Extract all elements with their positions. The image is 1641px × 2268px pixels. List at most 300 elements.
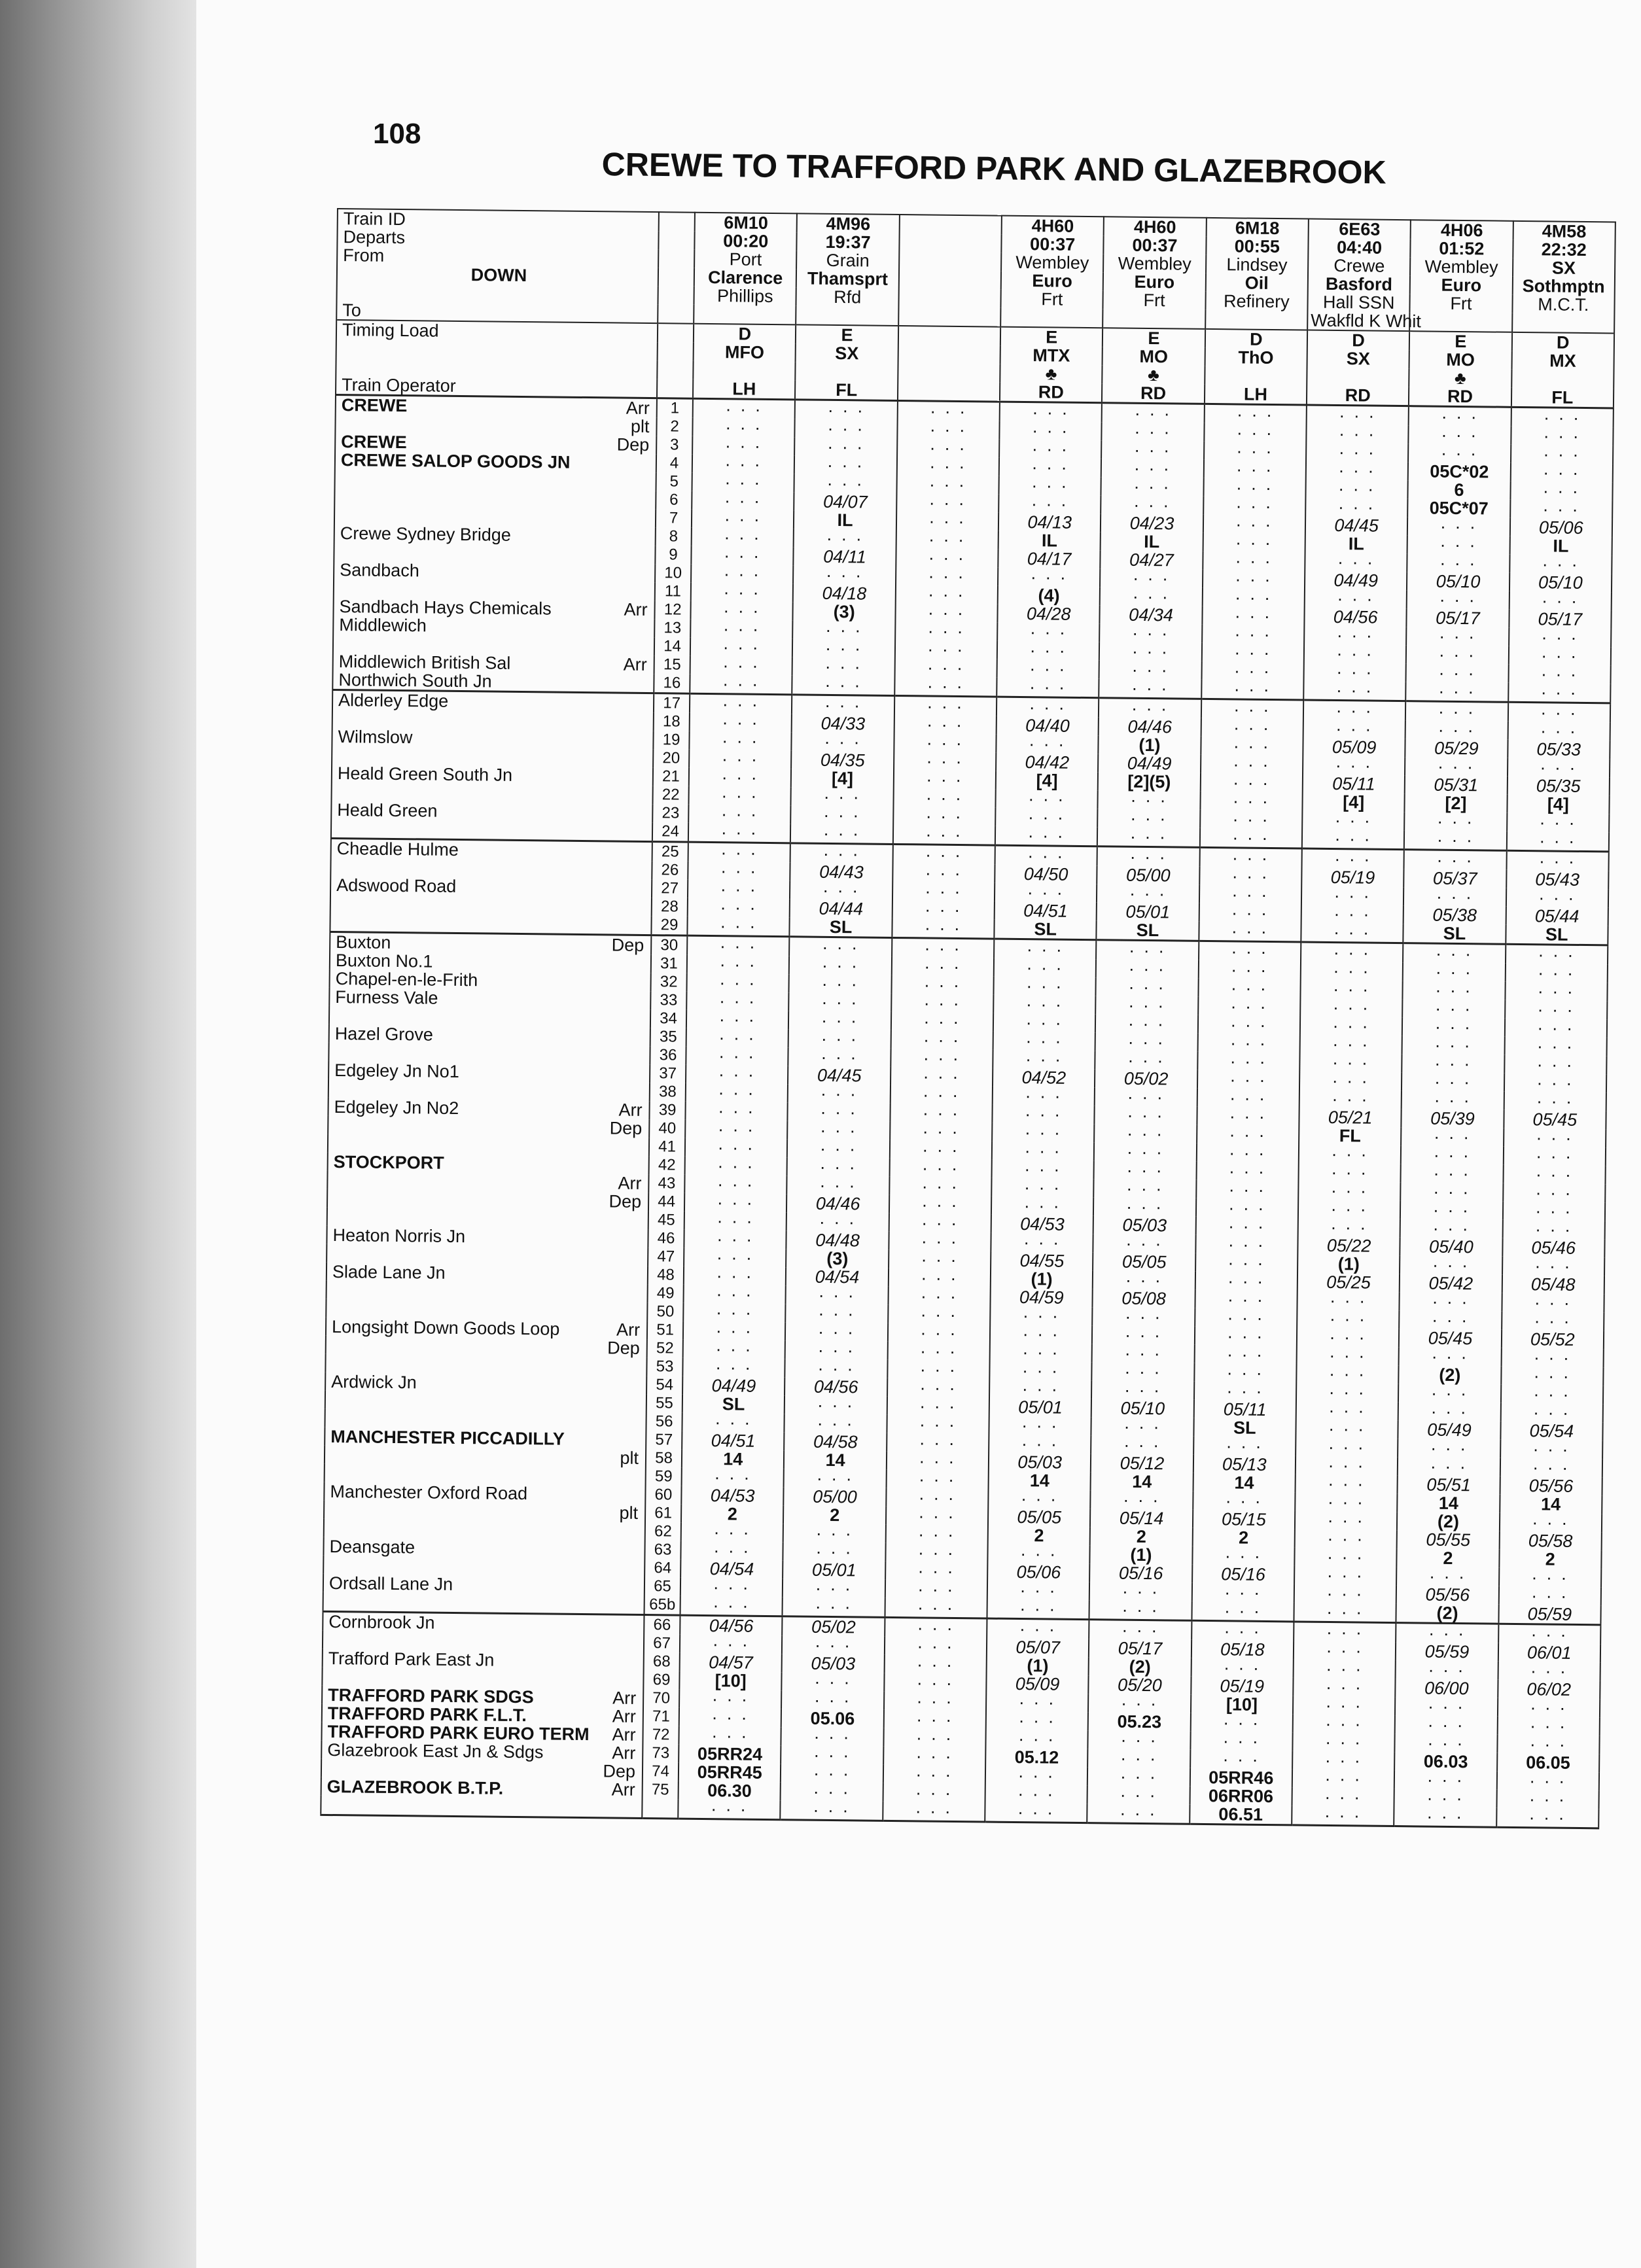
time-cell [1509, 610, 1612, 629]
time-cell [1304, 644, 1407, 664]
blank-dots: · · · [1120, 1803, 1157, 1824]
blank-dots: · · · [926, 676, 964, 697]
blank-dots: · · · [1339, 406, 1377, 426]
time-cell [1504, 1128, 1606, 1148]
blank-dots: · · · [1018, 1729, 1056, 1749]
time-cell [1408, 480, 1511, 500]
time-value: SL [722, 1394, 745, 1414]
blank-dots: · · · [1229, 1143, 1267, 1163]
train-4-train-operator [1000, 383, 1103, 403]
time-value: 05/48 [1530, 1274, 1576, 1295]
time-value: 05/31 [1434, 775, 1479, 795]
time-cell [1198, 960, 1301, 980]
row-number: 34 [660, 1009, 678, 1028]
time-cell [781, 1764, 883, 1783]
train-6-train-operator [1205, 385, 1307, 405]
blank-dots: · · · [824, 638, 863, 659]
time-cell [1406, 663, 1509, 683]
time-cell [1403, 981, 1506, 1000]
time-cell [1303, 700, 1406, 720]
blank-dots: · · · [1231, 866, 1269, 886]
blank-dots: · · · [711, 1707, 749, 1728]
blank-dots: · · · [1126, 1160, 1164, 1181]
blank-dots: · · · [1228, 1161, 1267, 1181]
time-value: 04/59 [1019, 1287, 1064, 1308]
time-cell [896, 567, 998, 586]
train-symbol-text: ♣ [1454, 368, 1466, 389]
blank-dots: · · · [1120, 1785, 1157, 1806]
time-cell [1099, 678, 1202, 699]
time-value: 05/10 [1538, 572, 1583, 593]
blank-dots: · · · [1222, 1713, 1261, 1733]
blank-dots: · · · [1538, 963, 1576, 983]
page-number: 108 [373, 118, 421, 150]
blank-dots: · · · [918, 1469, 957, 1490]
train-direction-text: Euro [1441, 275, 1482, 296]
blank-dots: · · · [1224, 1621, 1262, 1641]
time-cell [794, 437, 897, 457]
time-cell [1502, 1257, 1605, 1276]
time-cell [1199, 847, 1302, 867]
time-cell [680, 1578, 783, 1597]
time-value: IL [1348, 534, 1365, 554]
row-number: 67 [653, 1634, 671, 1652]
blank-dots: · · · [1125, 1270, 1163, 1291]
train-from-text: Crewe [1333, 255, 1385, 276]
time-value: (1) [1130, 1544, 1152, 1565]
time-cell [885, 1637, 987, 1656]
train-direction-text: Euro [1032, 271, 1073, 291]
time-cell [992, 1123, 1095, 1143]
time-cell [1095, 1106, 1197, 1125]
time-cell [1095, 1032, 1198, 1052]
time-value: 05/08 [1121, 1288, 1167, 1309]
location-name: CREWE [341, 432, 407, 453]
blank-dots: · · · [1224, 1601, 1262, 1621]
blank-dots: · · · [815, 1541, 853, 1562]
time-cell [1193, 1473, 1296, 1493]
blank-dots: · · · [928, 511, 966, 532]
row-number-cell [653, 749, 689, 768]
time-cell [1304, 608, 1407, 627]
time-cell [896, 493, 999, 513]
row-number: 30 [660, 936, 679, 954]
blank-dots: · · · [819, 1138, 858, 1159]
row-number: 40 [658, 1119, 677, 1138]
blank-dots: · · · [918, 1488, 956, 1509]
time-cell [679, 1708, 782, 1728]
train-departs-text: 19:37 [825, 232, 871, 253]
row-number: 26 [661, 861, 679, 879]
train-2-train-id [797, 213, 900, 234]
blank-dots: · · · [715, 1302, 754, 1323]
time-value: 05/59 [1527, 1604, 1572, 1624]
time-cell [1500, 1495, 1602, 1514]
time-value: 14 [723, 1449, 743, 1469]
time-cell [892, 937, 995, 958]
blank-dots: · · · [1537, 981, 1576, 1002]
train-9-departs [1513, 240, 1615, 260]
time-cell [788, 1066, 891, 1085]
blank-dots: · · · [1438, 644, 1477, 665]
time-cell [685, 1157, 788, 1176]
train-2-days [796, 343, 898, 363]
blank-dots: · · · [1022, 1342, 1060, 1363]
row-number-cell [652, 804, 688, 823]
time-cell [998, 586, 1101, 606]
time-cell [1098, 790, 1201, 810]
time-cell [793, 565, 896, 585]
time-value: 14 [1029, 1471, 1050, 1491]
time-cell [1294, 1602, 1396, 1622]
time-cell [680, 1560, 783, 1579]
time-cell [1501, 1367, 1604, 1386]
time-value: 04/28 [1026, 604, 1071, 624]
blank-dots: · · · [1326, 1546, 1365, 1567]
blank-dots: · · · [711, 1799, 749, 1819]
row-number-cell [643, 1707, 679, 1726]
blank-dots: · · · [1121, 1599, 1159, 1620]
blank-dots: · · · [1222, 1749, 1260, 1770]
time-value: FL [1339, 1126, 1362, 1146]
book-spine-shadow [0, 0, 216, 2268]
blank-dots: · · · [1432, 1291, 1470, 1312]
row-number: 72 [652, 1726, 670, 1744]
time-cell [790, 862, 893, 882]
row-number-cell [649, 1156, 685, 1175]
time-cell [994, 977, 1097, 996]
blank-dots: · · · [715, 1412, 752, 1433]
blank-dots: · · · [816, 1468, 854, 1489]
time-cell [1405, 720, 1508, 740]
row-number: 8 [669, 527, 679, 546]
blank-dots: · · · [1132, 586, 1171, 607]
time-value: 05/35 [1536, 776, 1581, 796]
row-number: 31 [660, 954, 678, 973]
blank-dots: · · · [818, 1303, 856, 1324]
time-value: 05.23 [1117, 1711, 1162, 1732]
time-cell [1402, 1036, 1505, 1055]
blank-dots: · · · [819, 1175, 857, 1196]
blank-dots: · · · [919, 1378, 957, 1399]
time-cell [683, 1303, 786, 1323]
row-number-cell [654, 693, 690, 713]
blank-dots: · · · [1542, 554, 1579, 574]
blank-dots: · · · [1235, 514, 1273, 535]
blank-dots: · · · [1230, 1015, 1268, 1035]
blank-dots: · · · [1020, 1544, 1058, 1564]
time-value: 05/05 [1017, 1507, 1062, 1527]
time-cell [1402, 1054, 1505, 1073]
blank-dots: · · · [817, 1395, 855, 1416]
train-days-text: SX [835, 343, 859, 364]
train-days-text: SX [1346, 349, 1370, 369]
location-cell [321, 1741, 643, 1762]
time-cell [1196, 1143, 1299, 1163]
time-value: 05/01 [811, 1560, 856, 1580]
blank-dots: · · · [1224, 1582, 1262, 1603]
time-cell [795, 400, 898, 420]
blank-dots: · · · [1439, 534, 1477, 555]
row-number-cell [645, 1486, 681, 1505]
blank-dots: · · · [813, 1745, 851, 1766]
blank-dots: · · · [925, 806, 963, 827]
time-cell [792, 675, 895, 695]
blank-dots: · · · [718, 1083, 756, 1103]
blank-dots: · · · [823, 786, 861, 807]
train-6-symbol [1205, 366, 1307, 386]
train-timing-load-text: E [841, 325, 853, 345]
time-cell [790, 899, 892, 918]
time-value: 04/33 [820, 713, 866, 734]
row-number-cell [650, 1064, 686, 1083]
time-cell [999, 458, 1102, 478]
time-cell [994, 939, 1097, 959]
time-cell [1399, 1347, 1502, 1367]
time-cell [1403, 924, 1506, 944]
blank-dots: · · · [1031, 457, 1069, 478]
blank-dots: · · · [722, 655, 760, 676]
time-cell [1190, 1750, 1293, 1770]
row-number: 74 [652, 1762, 670, 1781]
blank-dots: · · · [1124, 1325, 1163, 1346]
time-cell [689, 750, 792, 769]
time-cell [991, 1215, 1094, 1234]
time-cell [987, 1544, 1090, 1564]
train-2-symbol [796, 362, 898, 381]
blank-dots: · · · [1332, 1034, 1370, 1055]
blank-dots: · · · [1233, 718, 1271, 738]
time-value: 04/13 [1027, 512, 1072, 532]
blank-dots: · · · [723, 601, 761, 621]
blank-dots: · · · [1032, 402, 1070, 423]
train-4-direction [1001, 271, 1104, 291]
time-cell [985, 1730, 1088, 1749]
time-cell [1095, 1014, 1198, 1034]
time-cell [692, 473, 795, 493]
time-cell [889, 1195, 992, 1215]
blank-dots: · · · [1332, 1016, 1370, 1036]
blank-dots: · · · [926, 696, 964, 717]
location-suffix: Arr [624, 599, 648, 620]
blank-dots: · · · [924, 938, 962, 959]
blank-dots: · · · [1021, 1416, 1059, 1436]
time-cell [1509, 628, 1612, 648]
blank-dots: · · · [1327, 1528, 1365, 1549]
blank-dots: · · · [1123, 1416, 1161, 1437]
train-from-text: Lindsey [1226, 254, 1288, 275]
time-cell [993, 1068, 1095, 1088]
time-cell [997, 659, 1100, 679]
time-cell [999, 440, 1102, 459]
time-cell [1301, 961, 1403, 981]
blank-dots: · · · [925, 899, 962, 920]
time-cell [1202, 606, 1305, 626]
time-cell [1201, 699, 1304, 719]
blank-dots: · · · [918, 1524, 956, 1545]
train-departs-text: 00:55 [1234, 236, 1280, 257]
time-cell [784, 1450, 887, 1470]
time-value: (1) [1027, 1656, 1049, 1676]
time-cell [889, 1177, 992, 1196]
blank-dots: · · · [720, 879, 758, 899]
blank-dots: · · · [921, 1158, 960, 1179]
time-cell [786, 1267, 889, 1287]
time-cell [1301, 886, 1404, 905]
location-cell [332, 689, 654, 712]
time-cell [790, 917, 892, 937]
time-cell [1190, 1768, 1292, 1788]
time-cell [993, 1087, 1095, 1106]
train-5-departs [1104, 236, 1207, 255]
header-label-departs [337, 228, 658, 249]
time-value: 05/56 [1528, 1476, 1574, 1496]
time-value: 14 [1234, 1473, 1254, 1493]
time-cell [692, 436, 795, 456]
time-cell [1402, 1109, 1504, 1128]
blank-dots: · · · [712, 1634, 750, 1654]
header-num-spacer [658, 342, 694, 361]
blank-dots: · · · [822, 823, 861, 844]
time-value: 05C*07 [1429, 498, 1489, 519]
blank-dots: · · · [1134, 421, 1172, 442]
time-value: 05/13 [1222, 1454, 1267, 1474]
blank-dots: · · · [724, 546, 762, 566]
time-cell [1303, 756, 1405, 776]
train-train-operator-text: FL [1551, 387, 1574, 408]
blank-dots: · · · [1529, 1771, 1567, 1791]
time-value: 05/49 [1427, 1420, 1472, 1440]
time-cell [1396, 1642, 1498, 1662]
time-cell [792, 714, 894, 733]
time-cell [892, 882, 995, 901]
blank-dots: · · · [1336, 662, 1374, 682]
time-cell [985, 1748, 1088, 1768]
time-cell [1404, 812, 1507, 831]
train-3-from [899, 252, 1002, 271]
blank-dots: · · · [722, 619, 761, 639]
time-cell [892, 900, 995, 920]
time-value: 05/14 [1119, 1508, 1164, 1529]
time-cell [1294, 1641, 1396, 1660]
blank-dots: · · · [714, 1467, 752, 1488]
train-1-timing-load [694, 324, 796, 344]
time-cell [1496, 1790, 1599, 1809]
time-cell [889, 1268, 991, 1288]
time-cell [997, 716, 1099, 736]
location-cell [325, 1427, 646, 1449]
blank-dots: · · · [1024, 1159, 1062, 1179]
time-cell [1301, 904, 1404, 924]
blank-dots: · · · [1032, 421, 1070, 441]
time-cell [1093, 1215, 1196, 1235]
blank-dots: · · · [814, 1635, 853, 1656]
time-cell [788, 1121, 891, 1140]
blank-dots: · · · [1432, 1255, 1470, 1276]
time-cell [1397, 1512, 1500, 1531]
time-cell [1199, 885, 1302, 905]
blank-dots: · · · [1439, 589, 1477, 610]
time-cell [680, 1615, 783, 1635]
train-6-direction [1205, 273, 1308, 293]
time-value: 05/46 [1531, 1238, 1576, 1258]
time-cell [1303, 720, 1406, 739]
row-number: 39 [658, 1101, 677, 1119]
blank-dots: · · · [1441, 425, 1479, 445]
time-cell [687, 916, 790, 937]
time-value: 04/18 [822, 583, 867, 604]
row-number: 62 [654, 1522, 672, 1541]
location-cell [328, 1098, 649, 1119]
time-value: 05/45 [1428, 1328, 1473, 1349]
train-days-text: ThO [1238, 347, 1274, 368]
train-from-text: SX [1551, 258, 1576, 278]
blank-dots: · · · [1333, 922, 1371, 943]
train-9-train-operator [1511, 388, 1614, 408]
header-label-text: Departs [343, 227, 406, 248]
blank-dots: · · · [1537, 1018, 1575, 1038]
time-cell [1204, 404, 1307, 424]
train-6-departs [1206, 237, 1309, 256]
time-cell [1101, 550, 1203, 570]
time-cell [1090, 1527, 1193, 1546]
time-cell [889, 1159, 992, 1178]
time-cell [1401, 1145, 1504, 1165]
blank-dots: · · · [1326, 1640, 1364, 1661]
blank-dots: · · · [717, 1119, 756, 1140]
time-cell [1293, 1714, 1396, 1734]
row-number: 17 [663, 694, 681, 712]
time-cell [684, 1285, 786, 1304]
blank-dots: · · · [1234, 642, 1272, 663]
location-cell [321, 1777, 643, 1799]
blank-dots: · · · [1438, 681, 1476, 702]
time-cell [1093, 1234, 1196, 1253]
blank-dots: · · · [1232, 791, 1271, 811]
time-cell [685, 1120, 788, 1140]
time-cell [894, 676, 997, 697]
time-value: [2](5) [1127, 771, 1171, 792]
time-value: [4] [1343, 792, 1365, 812]
blank-dots: · · · [820, 1028, 858, 1049]
blank-dots: · · · [1222, 1731, 1261, 1751]
timetable [320, 208, 1616, 1829]
blank-dots: · · · [1427, 1715, 1465, 1736]
blank-dots: · · · [1126, 1142, 1165, 1162]
time-value: 05/25 [1326, 1272, 1371, 1293]
blank-dots: · · · [717, 1138, 755, 1158]
blank-dots: · · · [1328, 1400, 1366, 1421]
blank-dots: · · · [1327, 1492, 1366, 1512]
time-cell [1304, 626, 1407, 646]
time-cell [684, 1230, 786, 1249]
time-cell [1196, 1162, 1299, 1181]
train-8-train-id [1411, 220, 1513, 240]
time-cell [1503, 1202, 1606, 1221]
time-value: 04/07 [822, 491, 868, 512]
blank-dots: · · · [722, 674, 760, 694]
location-cell [323, 1537, 644, 1559]
blank-dots: · · · [718, 991, 757, 1011]
time-cell [782, 1654, 885, 1673]
time-value: 04/45 [817, 1065, 862, 1086]
location-cell [328, 1061, 650, 1083]
row-number: 49 [656, 1284, 675, 1302]
time-cell [1203, 478, 1306, 498]
time-cell [1195, 1217, 1298, 1236]
time-value: 2 [1238, 1527, 1249, 1548]
blank-dots: · · · [1441, 406, 1479, 427]
